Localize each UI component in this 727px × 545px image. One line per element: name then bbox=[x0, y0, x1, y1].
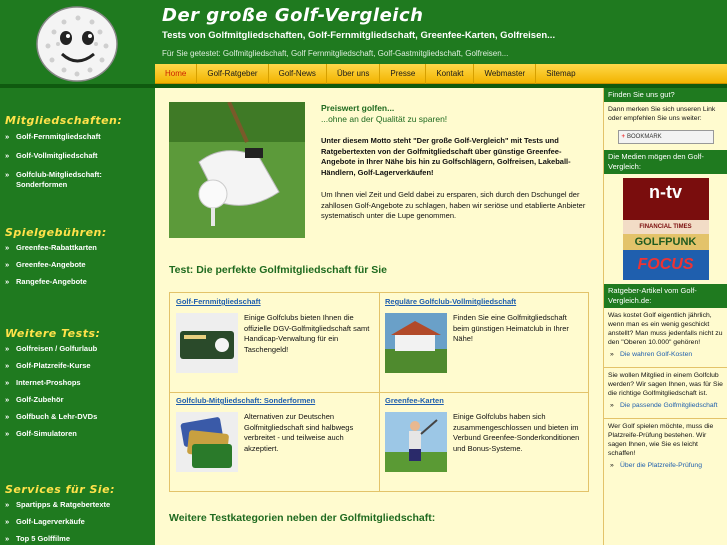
golfer-image bbox=[385, 412, 447, 472]
right-box-text: Wer Golf spielen möchte, muss die Platzreife-Prüfung bestehen. Wir sagen Ihnen, wie Sie es leicht schaffen! bbox=[608, 423, 714, 457]
site-tagline: Für Sie getestet: Golfmitgliedschaft, Golf Fernmitgliedschaft, Golf-Gastmitgliedschaft, Golfreisen... bbox=[162, 49, 509, 58]
sidebar-item[interactable]: » Top 5 Golffilme bbox=[0, 534, 155, 544]
bookmark-icon: + bbox=[621, 134, 626, 140]
sidebar-item[interactable]: » Internet-Proshops bbox=[0, 378, 155, 388]
credit-cards-image bbox=[176, 412, 238, 472]
right-box-title: Finden Sie uns gut? bbox=[604, 88, 727, 102]
sidebar-item[interactable]: » Spartipps & Ratgebertexte bbox=[0, 500, 155, 510]
sidebar-item[interactable]: » Golfreisen / Golfurlaub bbox=[0, 344, 155, 354]
clubhouse-image bbox=[385, 313, 447, 373]
ntv-logo: n-tv bbox=[623, 178, 709, 220]
financial-times-logo: FINANCIAL TIMES bbox=[623, 220, 709, 234]
test-section-title: Test: Die perfekte Golfmitgliedschaft für Sie bbox=[169, 264, 388, 276]
sidebar-item[interactable]: » Golf-Fernmitgliedschaft bbox=[0, 132, 155, 142]
sidebar-item[interactable]: » Greenfee-Angebote bbox=[0, 260, 155, 270]
right-box-title: Ratgeber-Artikel vom Golf-Vergleich.de: bbox=[604, 284, 727, 308]
nav-webmaster[interactable]: Webmaster bbox=[474, 64, 536, 84]
card-title-link[interactable]: Greenfee-Karten bbox=[385, 396, 444, 405]
sidebar-item[interactable]: » Rangefee-Angebote bbox=[0, 277, 155, 287]
card-title-link[interactable]: Golf-Fernmitgliedschaft bbox=[176, 297, 261, 306]
card-description: Einige Golfclubs bieten Ihnen die offizielle DGV-Golfmitgliedschaft samt Handicap-Verwaltung für ein Taschengeld! bbox=[244, 313, 370, 354]
sidebar-section-spielgebuehren bbox=[0, 226, 155, 287]
right-box-title: Die Medien mögen den Golf-Vergleich: bbox=[604, 150, 727, 174]
media-logos bbox=[623, 178, 709, 280]
sidebar-item[interactable]: » Golf-Simulatoren bbox=[0, 429, 155, 439]
bookmark-button[interactable] bbox=[618, 130, 714, 144]
golf-ball-logo[interactable] bbox=[34, 4, 120, 84]
card-title-link[interactable]: Reguläre Golfclub-Vollmitgliedschaft bbox=[385, 297, 517, 306]
nav-kontakt[interactable]: Kontakt bbox=[426, 64, 474, 84]
right-box-text: Dann merken Sie sich unseren Link oder empfehlen Sie uns weiter: bbox=[608, 106, 716, 122]
nav-golf-ratgeber[interactable]: Golf-Ratgeber bbox=[197, 64, 268, 84]
card-greenfee-karten bbox=[379, 392, 589, 492]
intro-text bbox=[321, 103, 596, 222]
focus-logo: FOCUS bbox=[623, 250, 709, 280]
sidebar-item[interactable]: » Golf-Vollmitgliedschaft bbox=[0, 151, 155, 161]
nav-golf-news[interactable]: Golf-News bbox=[269, 64, 327, 84]
nav-home[interactable]: Home bbox=[155, 64, 197, 84]
more-categories-title: Weitere Testkategorien neben der Golfmitgliedschaft: bbox=[169, 512, 436, 524]
nav-sitemap[interactable]: Sitemap bbox=[546, 69, 576, 78]
sidebar-item[interactable]: » Golf-Platzreife-Kurse bbox=[0, 361, 155, 371]
nav-ueber-uns[interactable]: Über uns bbox=[327, 64, 380, 84]
card-title-link[interactable]: Golfclub-Mitgliedschaft: Sonderformen bbox=[176, 396, 316, 405]
card-vollmitgliedschaft bbox=[379, 293, 589, 393]
left-sidebar bbox=[0, 88, 155, 545]
card-description: Einige Golfclubs haben sich zusammengeschlossen und bieten im Verbund Greenfee-Sonderkonditionen und Bonus-Systeme. bbox=[453, 412, 580, 453]
sidebar-section-mitgliedschaften bbox=[0, 114, 155, 190]
intro-paragraph: Um Ihnen viel Zeit und Geld dabei zu ersparen, sich durch den Dschungel der zahllosen Golf-Angebote zu schlagen, haben wir seriöse und etablierte Anbieter systematisch unter die Lupe genommen. bbox=[321, 190, 586, 220]
site-subtitle: Tests von Golfmitgliedschaften, Golf-Fernmitgliedschaft, Greenfee-Karten, Golfreisen... bbox=[162, 30, 556, 41]
card-description: Alternativen zur Deutschen Golfmitgliedschaft sind halbwegs verbreitet - und teilweise auch akzeptiert. bbox=[244, 412, 354, 453]
right-sidebar bbox=[603, 88, 727, 545]
sidebar-item[interactable]: » Greenfee-Rabattkarten bbox=[0, 243, 155, 253]
sidebar-heading: Spielgebühren: bbox=[5, 226, 107, 239]
platzreife-link[interactable]: » Über die Platzreife-Prüfung bbox=[604, 461, 727, 470]
sidebar-heading: Services für Sie: bbox=[5, 483, 116, 496]
sidebar-item[interactable]: » Golfbuch & Lehr-DVDs bbox=[0, 412, 155, 422]
right-box-text: Sie wollen Mitglied in einem Golfclub werden? Wir sagen Ihnen, was für Sie die richtige Golfmitgliedschaft ist. bbox=[608, 372, 723, 397]
bookmark-label: BOOKMARK bbox=[627, 134, 662, 140]
card-description: Finden Sie eine Golfmitgliedschaft beim günstigen Heimatclub in Ihrer Nähe! bbox=[453, 313, 569, 343]
golfpunk-logo: GOLFPUNK bbox=[623, 234, 709, 250]
sidebar-item[interactable]: » Golf-Zubehör bbox=[0, 395, 155, 405]
sidebar-heading: Mitgliedschaften: bbox=[5, 114, 123, 127]
golf-tee-photo bbox=[169, 102, 305, 238]
sidebar-heading: Weitere Tests: bbox=[5, 327, 101, 340]
right-box-text: Was kostet Golf eigentlich jährlich, wenn man es ein wenig geschickt anstellt? Man muss jedenfalls nicht zu den "Oberen 10.000" gehören! bbox=[608, 312, 723, 346]
membership-card-image bbox=[176, 313, 238, 373]
sidebar-item[interactable]: » Golfclub-Mitgliedschaft: Sonderformen bbox=[0, 170, 120, 190]
membership-grid bbox=[169, 292, 589, 492]
sidebar-section-services bbox=[0, 483, 155, 544]
intro-subheading: ...ohne an der Qualität zu sparen! bbox=[321, 113, 448, 124]
sidebar-section-weitere-tests bbox=[0, 327, 155, 439]
card-fernmitgliedschaft bbox=[170, 293, 380, 393]
nav-presse[interactable]: Presse bbox=[380, 64, 426, 84]
site-title: Der große Golf-Vergleich bbox=[162, 5, 424, 26]
card-sonderformen bbox=[170, 392, 380, 492]
golfmitgliedschaft-link[interactable]: » Die passende Golfmitgliedschaft bbox=[604, 401, 727, 410]
main-content bbox=[155, 88, 603, 545]
sidebar-item[interactable]: » Golf-Lagerverkäufe bbox=[0, 517, 155, 527]
golf-kosten-link[interactable]: » Die wahren Golf-Kosten bbox=[604, 350, 727, 359]
intro-motto: Unter diesem Motto steht "Der große Golf-Vergleich" mit Tests und Ratgebertexten von der Golfmitgliedschaft über günstige Greenfee-Angebote in Ihrer Nähe bis hin zu Golfschlägern, Golfreisen, Lakeball-Händlern, Golf-Lagerverkäufen! bbox=[321, 136, 571, 177]
intro-heading: Preiswert golfen... bbox=[321, 103, 395, 113]
